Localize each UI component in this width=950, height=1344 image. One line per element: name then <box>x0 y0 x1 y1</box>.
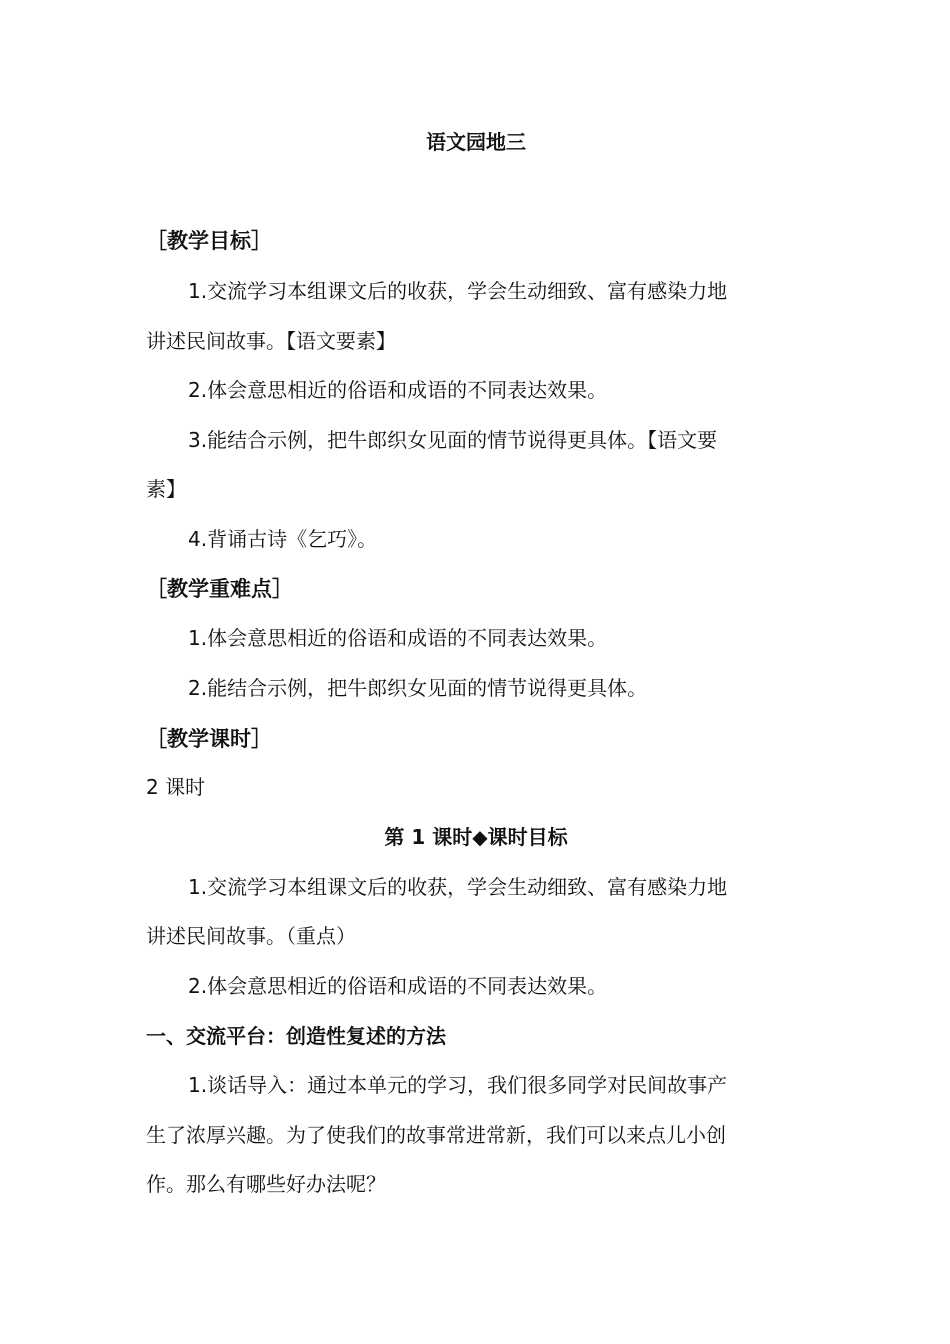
objective-1-line-1: 1.交流学习本组课文后的收获，学会生动细致、富有感染力地 <box>188 279 728 303</box>
hours-value: 2 课时 <box>146 775 206 799</box>
hours-heading: ［教学课时］ <box>146 727 272 751</box>
objective-2: 2.体会意思相近的俗语和成语的不同表达效果。 <box>188 378 608 402</box>
lesson-1-goal-1-line-1: 1.交流学习本组课文后的收获，学会生动细致、富有感染力地 <box>188 875 728 899</box>
section-1-heading: 一、交流平台：创造性复述的方法 <box>146 1024 446 1048</box>
section-1-para-line-2: 生了浓厚兴趣。为了使我们的故事常进常新，我们可以来点儿小创 <box>146 1123 726 1147</box>
lesson-1-goal-1-line-2: 讲述民间故事。（重点） <box>146 924 356 948</box>
page-title: 语文园地三 <box>426 130 526 154</box>
lesson-1-goal-2: 2.体会意思相近的俗语和成语的不同表达效果。 <box>188 974 608 998</box>
objective-3-line-1: 3.能结合示例，把牛郎织女见面的情节说得更具体。【语文要 <box>188 428 718 452</box>
objectives-heading: ［教学目标］ <box>146 229 272 253</box>
lesson-1-heading: 第 1 课时◆课时目标 <box>384 825 568 849</box>
key-points-heading: ［教学重难点］ <box>146 577 293 601</box>
key-point-2: 2.能结合示例，把牛郎织女见面的情节说得更具体。 <box>188 676 648 700</box>
key-point-1: 1.体会意思相近的俗语和成语的不同表达效果。 <box>188 626 608 650</box>
objective-3-line-2: 素】 <box>146 477 186 501</box>
objective-4: 4.背诵古诗《乞巧》。 <box>188 527 378 551</box>
section-1-para-line-1: 1.谈话导入：通过本单元的学习，我们很多同学对民间故事产 <box>188 1073 728 1097</box>
objective-1-line-2: 讲述民间故事。【语文要素】 <box>146 329 396 353</box>
section-1-para-line-3: 作。那么有哪些好办法呢？ <box>146 1172 386 1196</box>
